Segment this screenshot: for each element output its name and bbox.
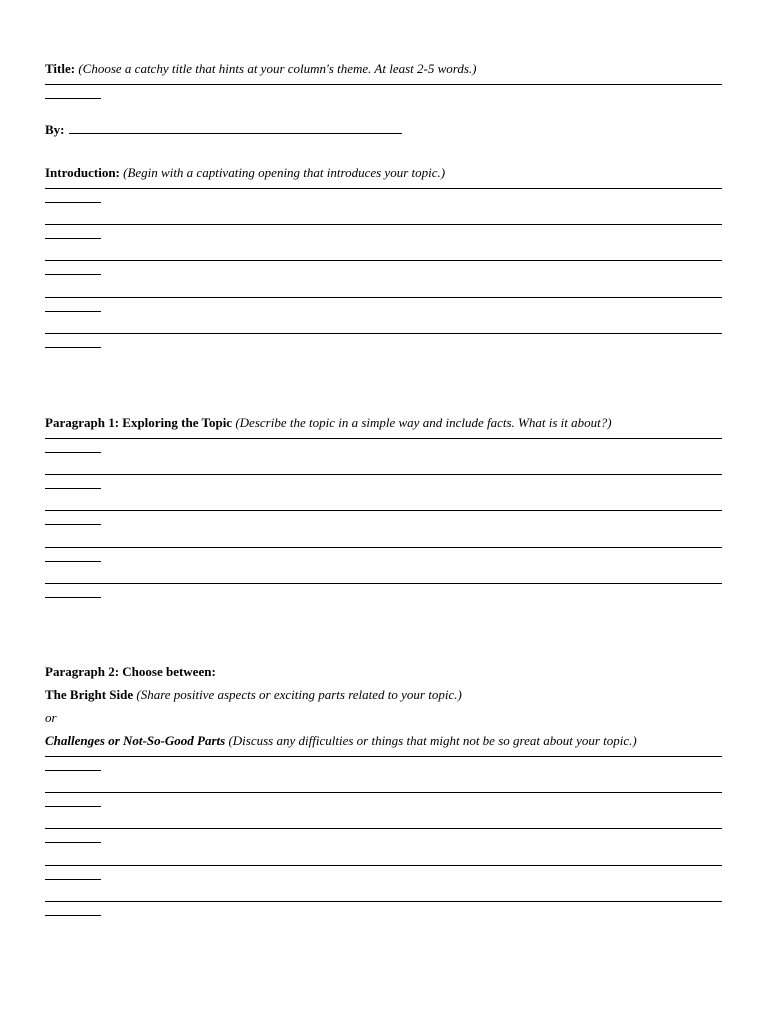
bright-side-label: The Bright Side [45,687,134,702]
paragraph2-answer-line[interactable] [45,828,722,844]
paragraph1-answer-line[interactable] [45,583,722,599]
paragraph1-prompt [45,415,612,431]
introduction-label: Introduction: [45,165,120,180]
introduction-answer-line[interactable] [45,297,722,313]
paragraph2-answer-line[interactable] [45,756,722,772]
paragraph1-answer-line[interactable] [45,547,722,563]
paragraph2-prompt [45,664,216,680]
introduction-answer-line[interactable] [45,260,722,276]
bright-side-hint: (Share positive aspects or exciting parts related to your topic.) [136,687,462,702]
paragraph2-answer-line[interactable] [45,792,722,808]
paragraph1-answer-line[interactable] [45,438,722,454]
introduction-answer-line[interactable] [45,333,722,349]
paragraph1-label: Paragraph 1: Exploring the Topic [45,415,233,430]
paragraph1-answer-line[interactable] [45,510,722,526]
challenges-hint: (Discuss any difficulties or things that might not be so great about your topic.) [228,733,637,748]
paragraph2-label: Paragraph 2: Choose between: [45,664,216,679]
title-hint: (Choose a catchy title that hints at your column's theme. At least 2-5 words.) [78,61,477,76]
challenges-option [45,733,637,749]
title-label: Title: [45,61,76,76]
bright-side-option [45,687,462,703]
by-answer-line[interactable] [69,121,402,134]
paragraph1-answer-line[interactable] [45,474,722,490]
introduction-answer-line[interactable] [45,224,722,240]
paragraph2-answer-line[interactable] [45,865,722,881]
by-prompt [45,121,402,138]
paragraph2-answer-line[interactable] [45,901,722,917]
by-label: By: [45,122,65,137]
or-separator: or [45,710,57,725]
title-prompt [45,61,477,77]
introduction-prompt [45,165,445,181]
introduction-answer-line[interactable] [45,188,722,204]
paragraph1-hint: (Describe the topic in a simple way and include facts. What is it about?) [235,415,612,430]
challenges-label: Challenges or Not-So-Good Parts [45,733,226,748]
title-answer-line[interactable] [45,84,722,100]
introduction-hint: (Begin with a captivating opening that introduces your topic.) [123,165,446,180]
